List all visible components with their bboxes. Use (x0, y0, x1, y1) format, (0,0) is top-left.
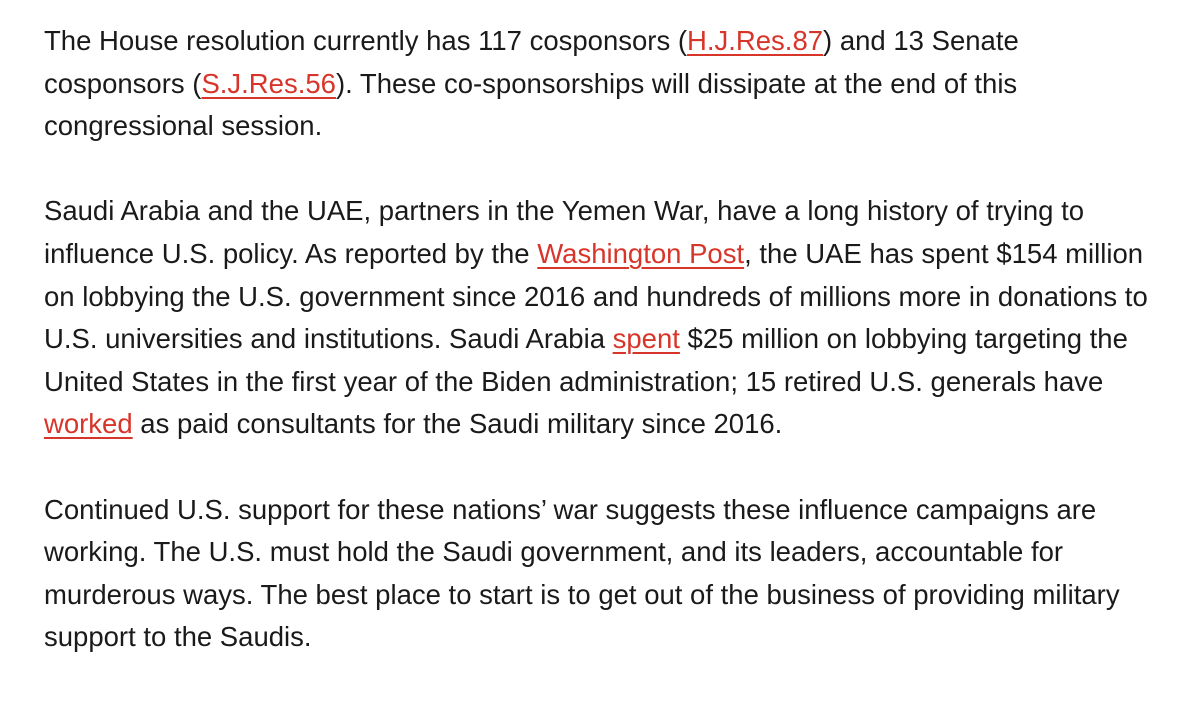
text-segment: The House resolution currently has 117 cosponsors ( (44, 25, 688, 56)
text-segment: ). These co-sponsorships will dissipate at the end of this congressional session. (44, 67, 1018, 142)
paragraph-cosponsors (44, 20, 1164, 148)
text-segment: ) and 13 Senate cosponsors ( (44, 25, 1019, 99)
paragraph-conclusion (44, 489, 1164, 659)
link-washington-post[interactable]: Washington Post (537, 237, 745, 269)
text-segment: Saudi Arabia and the UAE, partners in the Yemen War, have a long history of trying to influence U.S. policy. As reported by the (44, 195, 1085, 269)
link-worked[interactable]: worked (44, 408, 133, 440)
link-hjres87[interactable]: H.J.Res.87 (687, 25, 824, 56)
link-spent[interactable]: spent (612, 323, 680, 355)
text-segment: $25 million on lobbying targeting the United States in the first year of the Biden administration; 15 retired U.S. generals have (44, 323, 1128, 397)
text-segment: Continued U.S. support for these nations’ war suggests these influence campaigns are working. The U.S. must hold the Saudi government, and its leaders, accountable for murderous ways. The best place to start is to get out of the business of providing military support to the Saudis. (44, 493, 1120, 653)
paragraph-lobbying (44, 190, 1164, 446)
text-segment: , the UAE has spent $154 million on lobbying the U.S. government since 2016 and hundreds of millions more in donations to U.S. universities and institutions. Saudi Arabia (44, 237, 1148, 355)
link-sjres56[interactable]: S.J.Res.56 (201, 67, 336, 99)
text-segment: as paid consultants for the Saudi military since 2016. (132, 408, 783, 440)
article-body (44, 20, 1164, 659)
